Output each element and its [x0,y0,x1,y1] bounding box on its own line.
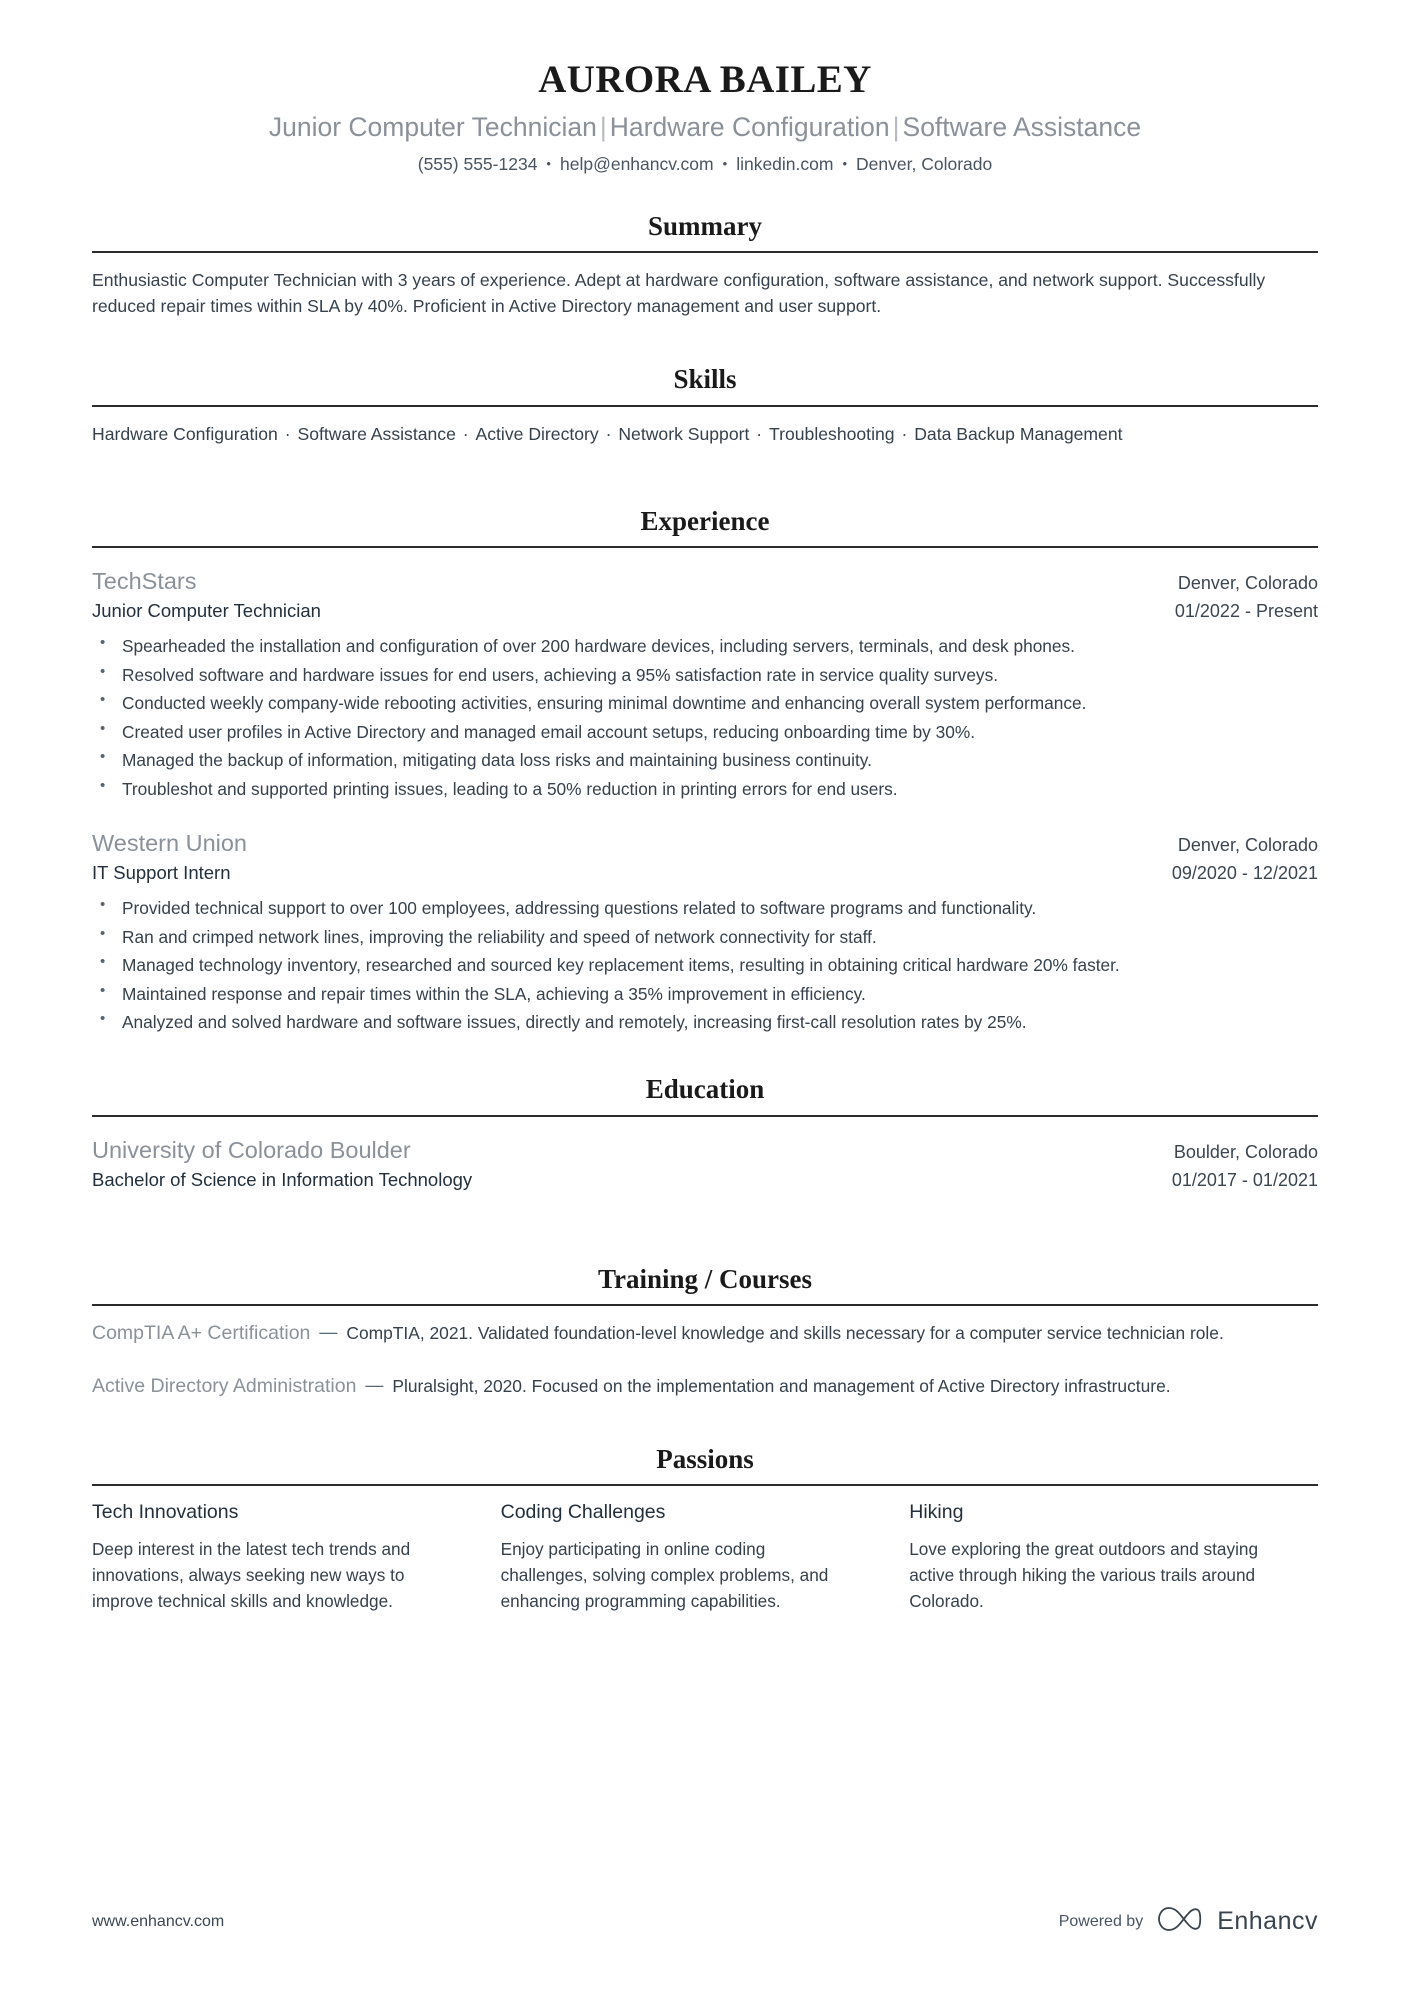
list-item: • Ran and crimped network lines, improving the reliability and speed of network connectivity for staff. [92,924,1318,950]
bullet-dot-icon: • [722,156,728,172]
experience-entries [92,562,1318,1035]
list-item: • Maintained response and repair times within the SLA, achieving a 35% improvement in efficiency. [92,981,1318,1007]
course-entry [92,1373,1318,1399]
skills-list [92,421,1318,471]
powered-by-label: Powered by [1058,1912,1144,1930]
passion-description: Love exploring the great outdoors and staying active through hiking the various trails around Colorado. [909,1539,1259,1611]
page-title: AURORA BAILEY [538,58,872,101]
skill-item: Data Backup Management [914,423,1123,444]
skill-separator-icon: · [600,423,617,444]
employer-location: Denver, Colorado [1177,573,1318,594]
experience-entry [92,824,1318,1035]
education-entry [92,1131,1318,1193]
headline-part-2: Hardware Configuration [609,111,890,142]
employer-name: TechStars [92,568,197,595]
section-title-summary: Summary [648,210,762,241]
section-experience [92,505,1318,1036]
contact-location: Denver, Colorado [856,154,993,175]
entry-subheader-row [92,1167,1318,1193]
education-entries [92,1131,1318,1223]
list-item: • Analyzed and solved hardware and software issues, directly and remotely, increasing first-call resolution rates by 25%. [92,1009,1318,1035]
footer-brand [1059,1904,1318,1939]
bullet-dot-icon: • [842,156,848,172]
section-divider [92,1484,1318,1486]
skill-item: Active Directory [475,423,599,444]
list-item: • Managed the backup of information, mitigating data loss risks and maintaining business continuity. [92,747,1318,773]
section-skills [92,363,1318,470]
course-description: CompTIA, 2021. Validated foundation-level knowledge and skills necessary for a computer service technician role. [346,1323,1224,1344]
degree-name: Bachelor of Science in Information Technology [92,1168,473,1190]
headline-part-3: Software Assistance [902,111,1142,142]
skill-item: Software Assistance [297,423,456,444]
course-dash-icon: — [365,1374,384,1395]
section-title-skills: Skills [673,364,737,395]
entry-subheader-row [92,860,1318,886]
section-title-education: Education [645,1074,765,1105]
contact-email[interactable]: help@enhancv.com [559,154,714,175]
footer-website-link[interactable]: www.enhancv.com [92,1912,225,1930]
headline-separator-icon: | [599,111,607,142]
school-name: University of Colorado Boulder [92,1136,411,1163]
skill-separator-icon: · [279,423,296,444]
section-training [92,1263,1318,1399]
course-description: Pluralsight, 2020. Focused on the implementation and management of Active Directory infrastructure. [392,1375,1171,1396]
headline-separator-icon: | [892,111,900,142]
passion-description: Deep interest in the latest tech trends and innovations, always seeking new ways to improve technical skills and knowledge. [92,1539,411,1611]
passion-item [92,1500,501,1615]
resume-footer [92,1904,1318,1939]
skill-item: Hardware Configuration [92,423,278,444]
section-divider [92,251,1318,253]
brand-name: Enhancv [1217,1907,1318,1935]
skill-separator-icon: · [751,423,768,444]
list-item: • Spearheaded the installation and configuration of over 200 hardware devices, including servers, terminals, and desk phones. [92,633,1318,659]
passion-item [501,1500,910,1615]
section-title-experience: Experience [640,505,770,536]
passion-title: Coding Challenges [500,1501,666,1524]
employer-name: Western Union [92,830,247,857]
job-title: Junior Computer Technician [92,600,321,622]
experience-entry [92,562,1318,802]
passions-grid [92,1500,1318,1645]
section-passions [92,1443,1318,1645]
job-title: IT Support Intern [92,862,231,883]
list-item: • Conducted weekly company-wide rebooting activities, ensuring minimal downtime and enhancing overall system performance. [92,690,1318,716]
list-item: • Provided technical support to over 100 employees, addressing questions related to software programs and functionality. [92,895,1318,921]
skill-item: Network Support [618,423,750,444]
list-item: • Troubleshot and supported printing issues, leading to a 50% reduction in printing errors for end users. [92,776,1318,802]
section-title-training: Training / Courses [597,1263,813,1294]
contact-line [92,153,1318,176]
headline-part-1: Junior Computer Technician [268,111,597,142]
employment-dates: 09/2020 - 12/2021 [1171,863,1318,883]
responsibility-list [92,633,1318,802]
summary-text: Enthusiastic Computer Technician with 3 years of experience. Adept at hardware configuration, software assistance, and network support. Successfully reduced repair times within SLA by 40%. Proficient in Active Directory management and user support. [92,270,1266,317]
study-dates: 01/2017 - 01/2021 [1171,1169,1318,1190]
section-divider [92,546,1318,548]
list-item: • Resolved software and hardware issues for end users, achieving a 95% satisfaction rate in service quality surveys. [92,662,1318,688]
entry-header-row [92,1135,1318,1167]
entry-header-row [92,566,1318,598]
professional-headline [92,111,1318,143]
skill-separator-icon: · [457,423,474,444]
contact-linkedin[interactable]: linkedin.com [736,154,834,175]
entry-subheader-row [92,598,1318,624]
bullet-dot-icon: • [546,156,551,172]
course-name: CompTIA A+ Certification [92,1322,311,1345]
section-summary [92,210,1318,341]
skill-item: Troubleshooting [769,423,895,444]
passion-item [909,1500,1318,1615]
contact-phone: (555) 555-1234 [417,154,538,175]
course-name: Active Directory Administration [92,1374,357,1397]
section-divider [92,1304,1318,1306]
passion-description: Enjoy participating in online coding challenges, solving complex problems, and enhancing programming capabilities. [500,1539,829,1611]
entry-header-row [92,828,1318,860]
training-entries [92,1320,1318,1398]
section-title-passions: Passions [656,1443,754,1474]
passion-title: Hiking [909,1501,964,1524]
list-item: • Managed technology inventory, researched and sourced key replacement items, resulting in obtaining critical hardware 20% faster. [92,952,1318,978]
enhancv-logo-icon [1157,1904,1203,1939]
employment-dates: 01/2022 - Present [1174,601,1318,622]
responsibility-list [92,895,1318,1035]
section-divider [92,1115,1318,1117]
skill-separator-icon: · [896,423,913,444]
section-education [92,1073,1318,1223]
section-divider [92,405,1318,407]
course-entry [92,1320,1318,1346]
resume-header [92,58,1318,176]
list-item: • Created user profiles in Active Directory and managed email account setups, reducing onboarding time by 30%. [92,719,1318,745]
passion-title: Tech Innovations [92,1501,239,1524]
employer-location: Denver, Colorado [1177,835,1318,856]
school-location: Boulder, Colorado [1173,1141,1318,1162]
course-dash-icon: — [319,1322,338,1343]
